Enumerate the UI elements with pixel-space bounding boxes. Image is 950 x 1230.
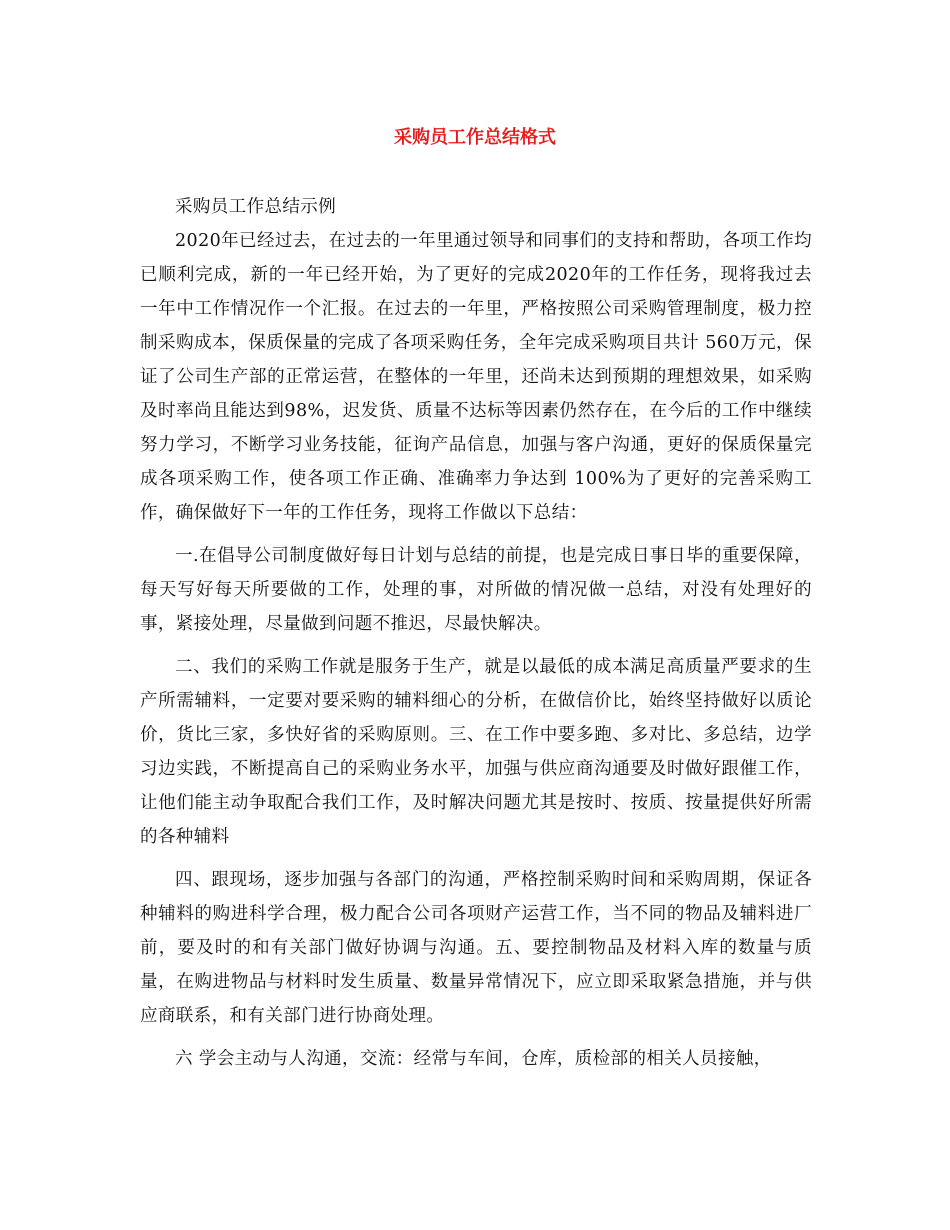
paragraph-intro: 2020年已经过去，在过去的一年里通过领导和同事们的支持和帮助，各项工作均已顺利完成，新的一年已经开始，为了更好的完成2020年的工作任务，现将我过去一年中工作情况作一个汇报。在过去的一年里，严格按照公司采购管理制度，极力控制采购成本，保质保量的完成了各项采购任务，全年完成采购项目共计 560万元，保证了公司生产部的正常运营，在整体的一年里，还尚未达到预期的理想效果，如采购及时率尚且能达到98%，迟发货、质量不达标等因素仍然存在，在今后的工作中继续努力学习，不断学习业务技能，征询产品信息，加强与客户沟通，更好的保质保量完成各项采购工作，使各项工作正确、准确率力争达到 100%为了更好的完善采购工作，确保做好下一年的工作任务，现将工作做以下总结： (140, 231, 812, 523)
paragraph-section-6: 六 学会主动与人沟通，交流：经常与车间，仓库，质检部的相关人员接触， (175, 1049, 772, 1069)
paragraph-section-2-3: 二、我们的采购工作就是服务于生产，就是以最低的成本满足高质量严要求的生产所需辅料，一定要对要采购的辅料细心的分析，在做信价比，始终坚持做好以质论价，货比三家，多快好省的采购原则。三、在工作中要多跑、多对比、多总结，边学习边实践，不断提高自己的采购业务水平，加强与供应商沟通要及时做好跟催工作，让他们能主动争取配合我们工作，及时解决问题尤其是按时、按质、按量提供好所需的各种辅料 (140, 657, 812, 847)
paragraph-section-4-5: 四、跟现场，逐步加强与各部门的沟通，严格控制采购时间和采购周期，保证各种辅料的购进科学合理，极力配合公司各项财产运营工作，当不同的物品及辅料进厂前，要及时的和有关部门做好协调与沟通。五、要控制物品及材料入库的数量与质量，在购进物品与材料时发生质量、数量异常情况下，应立即采取紧急措施，并与供应商联系，和有关部门进行协商处理。 (140, 870, 812, 1026)
paragraph-section-1: 一.在倡导公司制度做好每日计划与总结的前提，也是完成日事日毕的重要保障，每天写好每天所要做的工作，处理的事，对所做的情况做一总结，对没有处理好的事，紧接处理，尽量做到问题不推迟，尽最快解决。 (140, 546, 812, 634)
document-title: 采购员工作总结格式 (394, 127, 556, 148)
document-body (140, 190, 812, 1085)
paragraph-subtitle: 采购员工作总结示例 (175, 197, 337, 217)
